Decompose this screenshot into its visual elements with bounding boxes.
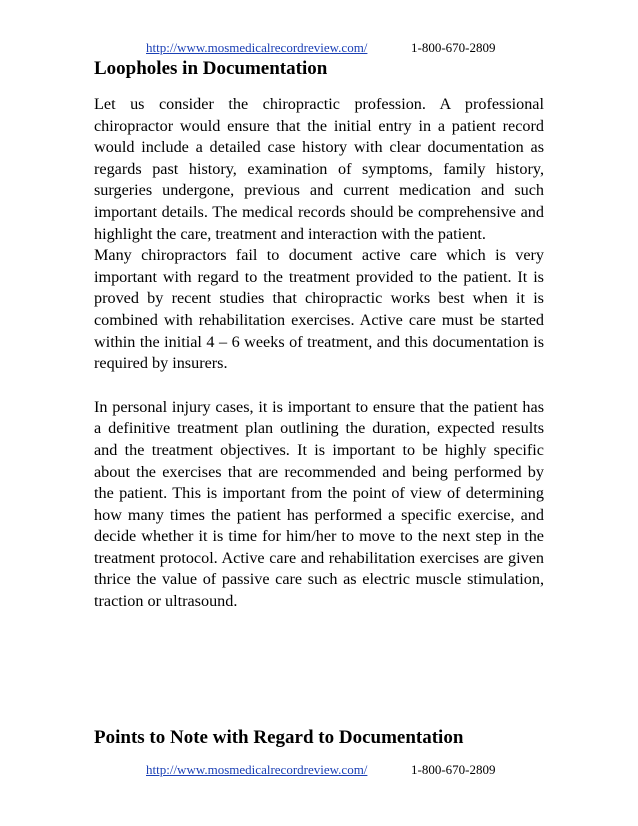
- header-phone: 1-800-670-2809: [411, 40, 496, 55]
- section-heading-points-to-note: Points to Note with Regard to Documentation: [94, 727, 464, 748]
- section-heading-loopholes: Loopholes in Documentation: [94, 58, 328, 79]
- main-content: [94, 56, 544, 613]
- footer-url-link[interactable]: http://www.mosmedicalrecordreview.com/: [146, 762, 368, 777]
- page-header: [0, 40, 638, 56]
- paragraph-chiropractic-intro: Let us consider the chiropractic profession. A professional chiropractor would ensure that the initial entry in a patient record would include a detailed case history with clear documentation as regards past history, examination of symptoms, family history, surgeries undergone, previous and current medication and such important details. The medical records should be comprehensive and highlight the care, treatment and interaction with the patient.: [94, 95, 544, 243]
- footer-phone: 1-800-670-2809: [411, 762, 496, 777]
- header-url-link[interactable]: http://www.mosmedicalrecordreview.com/: [146, 40, 368, 55]
- page-footer: [0, 762, 638, 778]
- paragraph-personal-injury: In personal injury cases, it is important to ensure that the patient has a definitive treatment plan outlining the duration, expected results and the treatment objectives. It is important to be highly specific about the exercises that are recommended and being performed by the patient. This is important from the point of view of determining how many times the patient has performed a specific exercise, and decide whether it is time for him/her to move to the next step in the treatment protocol. Active care and rehabilitation exercises are given thrice the value of passive care such as electric muscle stimulation, traction or ultrasound.: [94, 397, 544, 611]
- paragraph-active-care: Many chiropractors fail to document active care which is very important with regard to the treatment provided to the patient. It is proved by recent studies that chiropractic works best when it is combined with rehabilitation exercises. Active care must be started within the initial 4 – 6 weeks of treatment, and this documentation is required by insurers.: [94, 246, 544, 373]
